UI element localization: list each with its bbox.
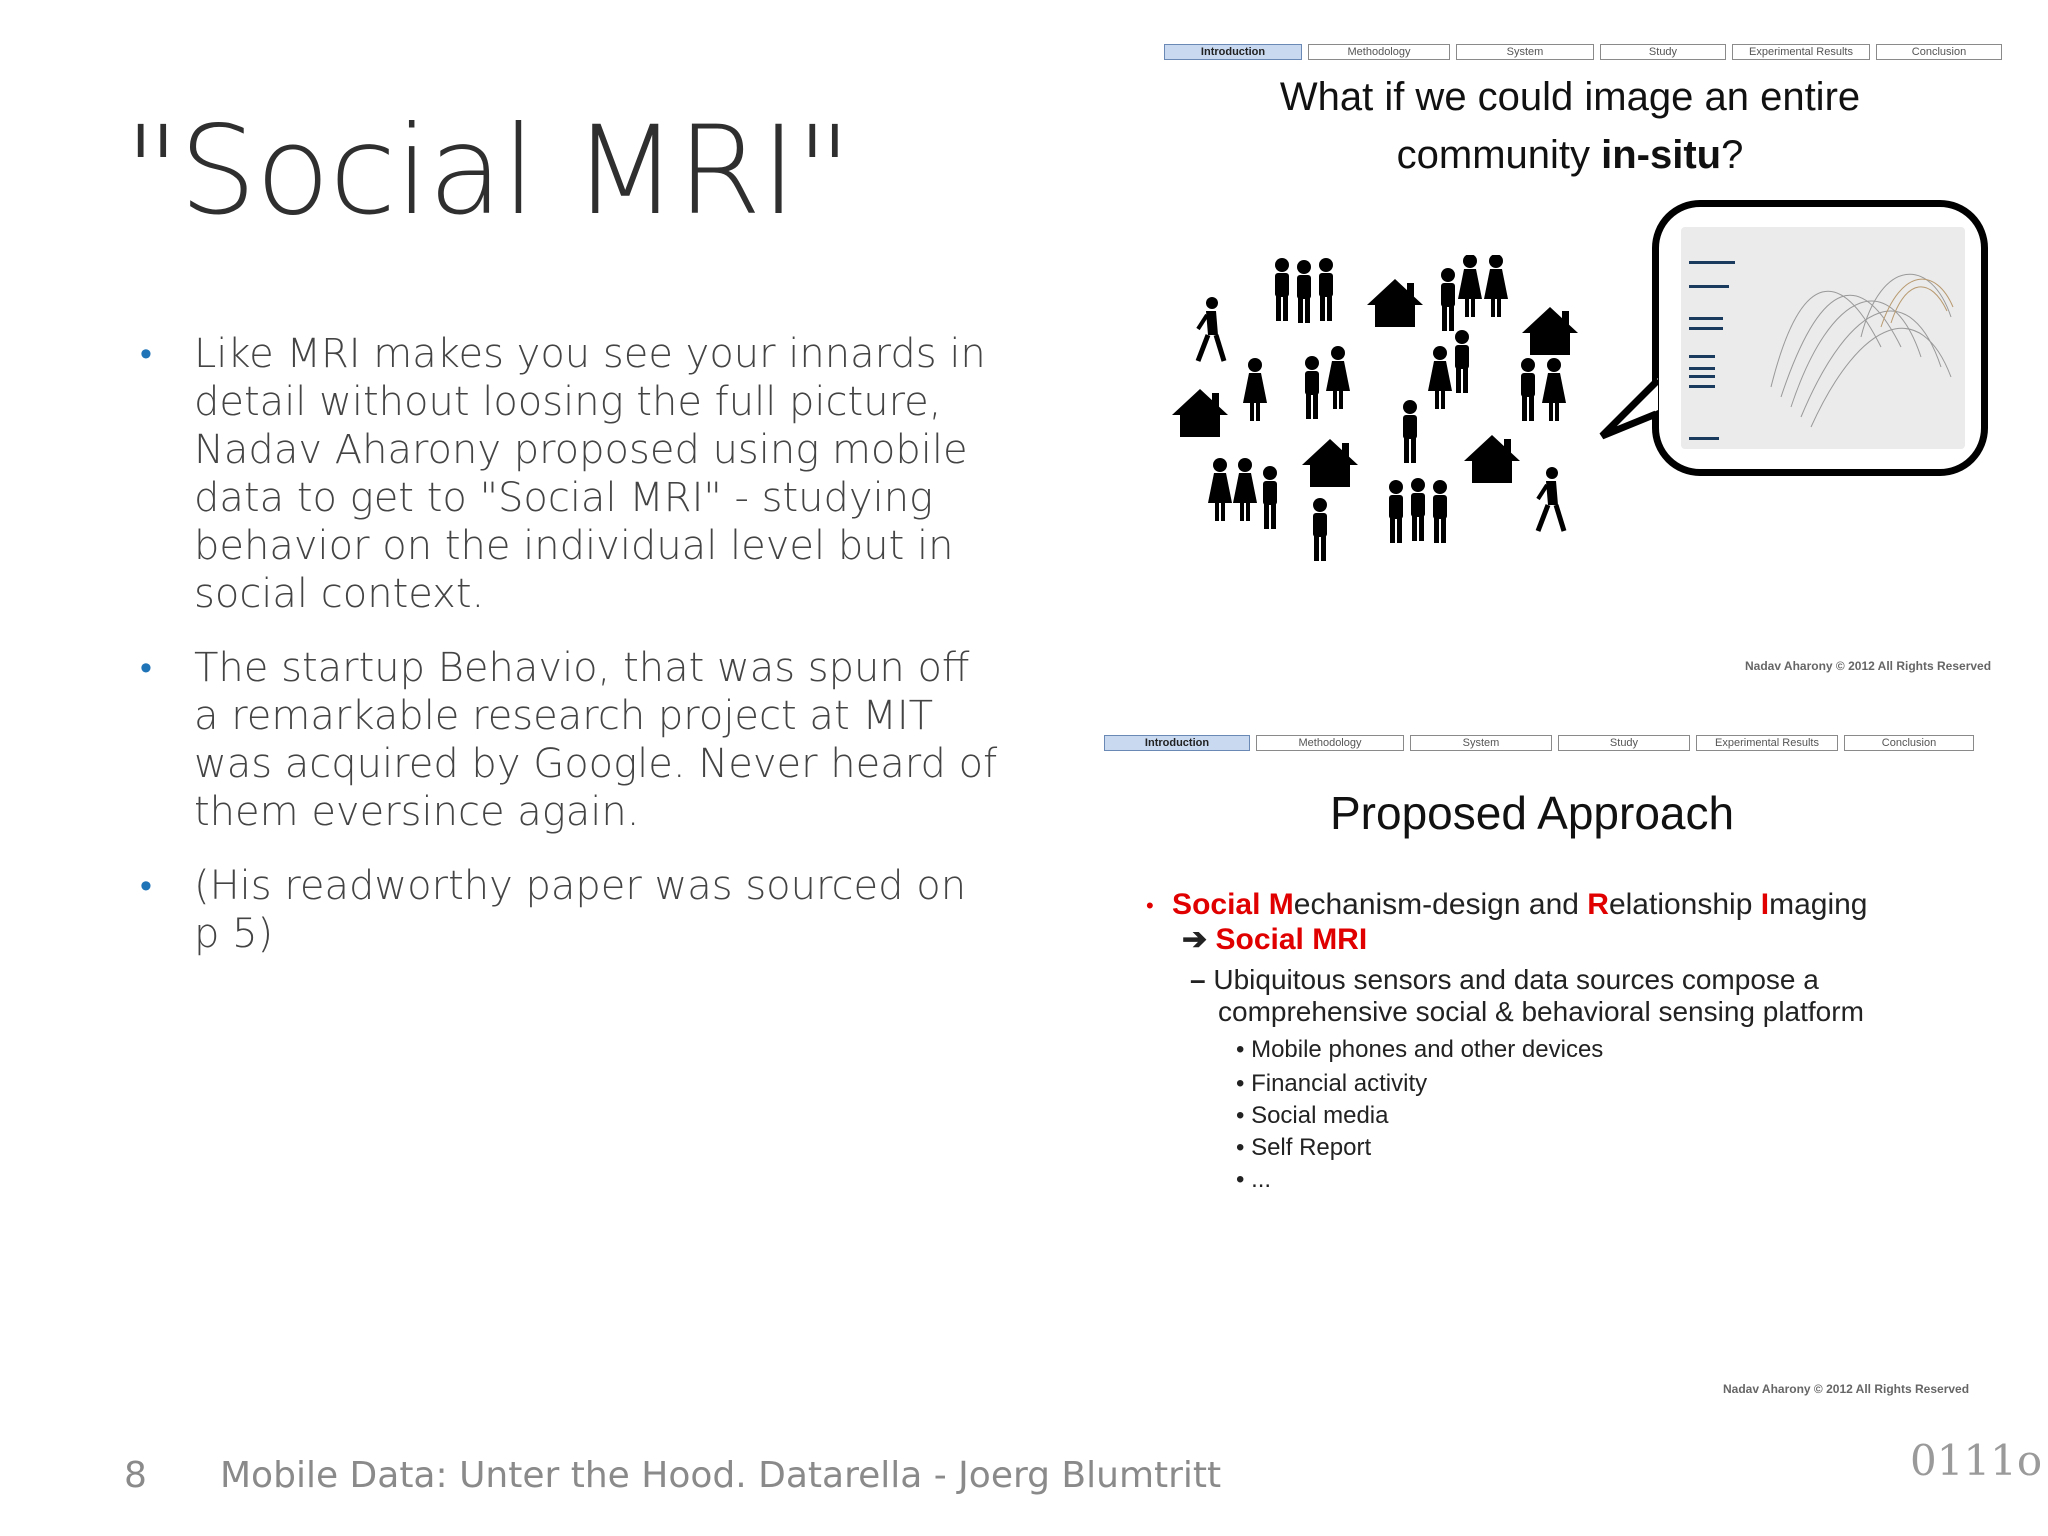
tab-methodology: Methodology — [1256, 735, 1404, 751]
tab-system: System — [1410, 735, 1552, 751]
tab-bar — [1104, 735, 1974, 751]
bullet-item — [140, 644, 1000, 836]
speech-bubble — [1652, 200, 1988, 476]
bullet-text: Like MRI makes you see your innards in detail without loosing the full picture, Nadav Aharony proposed using mobile data to get to "Social MRI" - studying behavior on the individual level but in social context. — [194, 331, 986, 617]
tab-conclusion: Conclusion — [1876, 44, 2002, 60]
bullet-list — [140, 330, 1000, 984]
tab-conclusion: Conclusion — [1844, 735, 1974, 751]
bullet-item — [140, 330, 1000, 618]
embedded-screenshot — [1681, 227, 1965, 449]
heading-line-1: What if we could image an entire — [1279, 75, 1861, 119]
tab-study: Study — [1600, 44, 1726, 60]
page-number: 8 — [124, 1455, 147, 1496]
tab-bar — [1164, 44, 2002, 60]
bullet-text: (His readworthy paper was sourced on p 5) — [194, 863, 967, 957]
community-pictograms — [1170, 255, 1610, 585]
tab-study: Study — [1558, 735, 1690, 751]
tab-experimental-results: Experimental Results — [1696, 735, 1838, 751]
tab-system: System — [1456, 44, 1594, 60]
list-item: • Financial activity — [1236, 1070, 1428, 1097]
social-mri-line: ➔ Social MRI — [1182, 923, 1368, 956]
speech-bubble-tail — [1598, 370, 1658, 440]
tab-introduction: Introduction — [1104, 735, 1250, 751]
list-item: • Social media — [1236, 1102, 1389, 1129]
thumbnail-title: Proposed Approach — [1330, 787, 1735, 839]
tab-experimental-results: Experimental Results — [1732, 44, 1870, 60]
tab-methodology: Methodology — [1308, 44, 1450, 60]
sub-bullet: – Ubiquitous sensors and data sources compose a — [1190, 964, 1819, 995]
footer-text: Mobile Data: Unter the Hood. Datarella - Joerg Blumtritt — [220, 1455, 1222, 1496]
heading-line-2: community in-situ? — [1396, 133, 1744, 177]
bullet-dot: • — [140, 648, 152, 688]
list-item: • Mobile phones and other devices — [1236, 1036, 1604, 1063]
bullet-line-1: • Social Mechanism-design and Relationship Imaging — [1146, 888, 1868, 921]
copyright-1: Nadav Aharony © 2012 All Rights Reserved — [1745, 659, 1992, 673]
bullet-dot: • — [140, 866, 152, 906]
copyright-2: Nadav Aharony © 2012 All Rights Reserved — [1723, 1382, 1970, 1396]
list-item: • ... — [1236, 1166, 1272, 1193]
bullet-text: The startup Behavio, that was spun off a remarkable research project at MIT was acquired by Google. Never heard of them eversince again. — [194, 645, 998, 835]
thumbnail-heading — [1170, 68, 1970, 184]
list-item: • Self Report — [1236, 1134, 1372, 1161]
bullet-dot: • — [140, 334, 152, 374]
sub-bullet-cont: comprehensive social & behavioral sensing platform — [1218, 996, 1864, 1027]
tab-introduction: Introduction — [1164, 44, 1302, 60]
bullet-item — [140, 862, 1000, 958]
datarella-logo: 0111o — [1910, 1436, 2043, 1485]
slide-title: "Social MRI" — [124, 100, 851, 242]
